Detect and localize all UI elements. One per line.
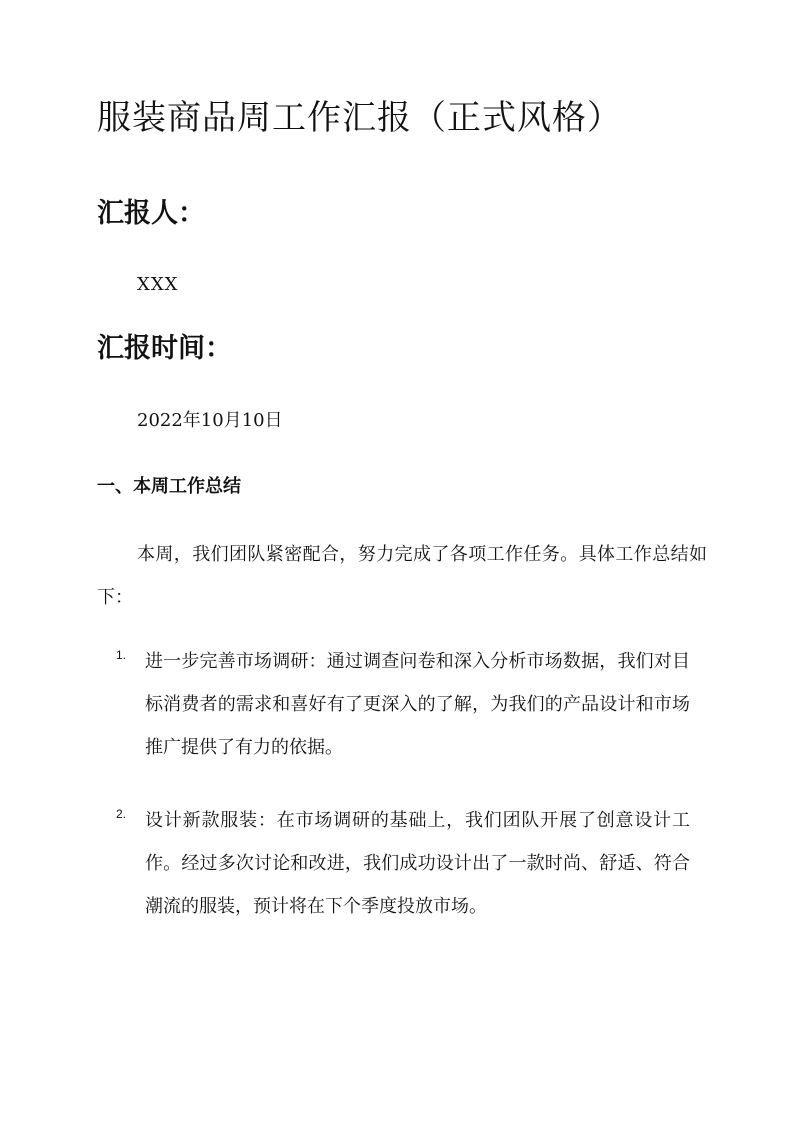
report-time-label: 汇报时间：	[97, 333, 232, 364]
list-item-text: 进一步完善市场调研：通过调查问卷和深入分析市场数据，我们对目标消费者的需求和喜好有了更深入的了解，为我们的产品设计和市场推广提供了有力的依据。	[145, 651, 690, 758]
reporter-label: 汇报人：	[97, 198, 205, 229]
list-item-text: 设计新款服装：在市场调研的基础上，我们团队开展了创意设计工作。经过多次讨论和改进，我们成功设计出了一款时尚、舒适、符合潮流的服装，预计将在下个季度投放市场。	[145, 810, 690, 917]
list-item-number: 2.	[116, 807, 127, 821]
document-title: 服装商品周工作汇报（正式风格）	[97, 98, 622, 138]
reporter-value: XXX	[137, 274, 179, 295]
summary-intro-paragraph: 本周，我们团队紧密配合，努力完成了各项工作任务。具体工作总结如下：	[97, 544, 707, 608]
report-time-value: 2022年10月10日	[137, 410, 283, 431]
list-item-number: 1.	[116, 648, 127, 662]
section-heading-weekly-summary: 一、本周工作总结	[97, 476, 241, 497]
